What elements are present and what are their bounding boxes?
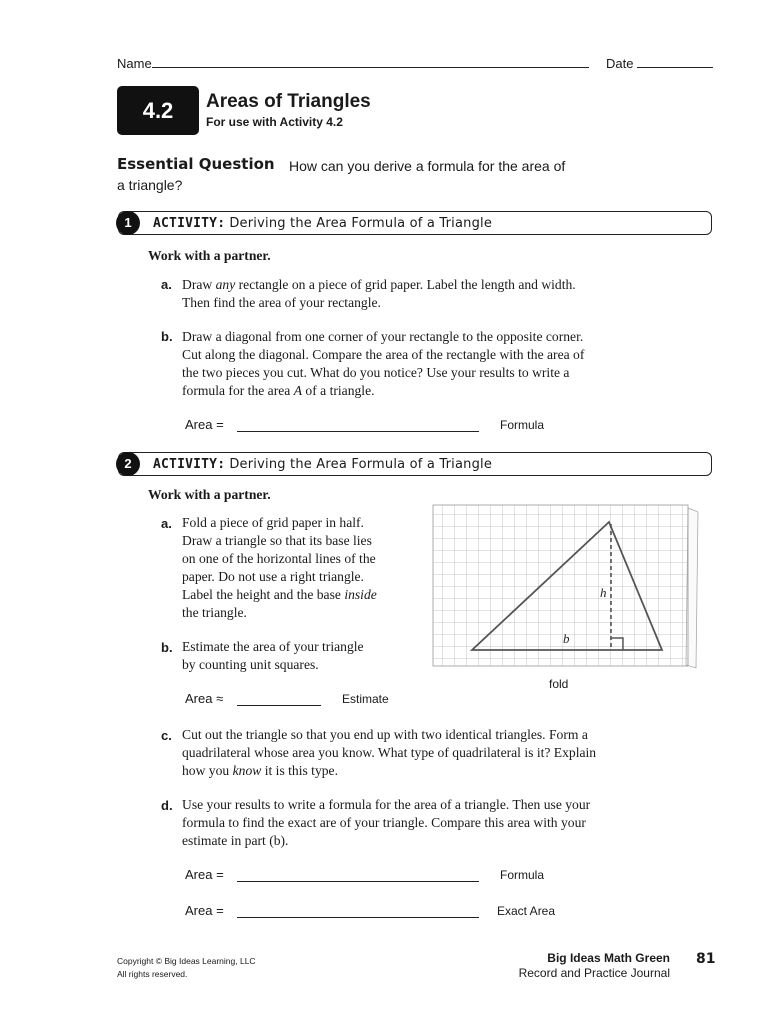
activity-2-exact-answer[interactable] [237,917,479,918]
activity-2-a-label: a. [161,516,172,531]
activity-2-a-text: Fold a piece of grid paper in half. Draw a triangle so that its base lies on one of the horizontal lines of the paper. Do not use a right triangle. Label the height and the base inside the triangle. [182,515,377,620]
activity-1-title [153,214,492,231]
grid-paper-figure [430,502,700,692]
base-label: b [563,631,570,646]
name-field[interactable] [152,55,589,68]
journal-title: Record and Practice Journal [518,966,670,980]
lesson-subtitle: For use with Activity 4.2 [206,115,343,129]
activity-1-b-label: b. [161,329,173,344]
activity-1-area-row [185,417,224,432]
essential-question-text: How can you derive a formula for the area of [289,158,566,174]
name-row [117,55,589,71]
page-number: 81 [696,951,716,967]
date-field[interactable] [637,55,713,68]
activity-2-estimate-note: Estimate [342,692,389,706]
grid-paper-svg [430,502,700,692]
activity-2-c-label: c. [161,728,172,743]
activity-2-title-text: Deriving the Area Formula of a Triangle [229,457,493,472]
activity-1-a-label: a. [161,277,172,292]
activity-2-d-label: d. [161,798,173,813]
activity-1-header [118,211,712,235]
activity-2-exact-label: Area = [185,903,224,918]
activity-1-prefix: ACTIVITY: [153,216,226,231]
activity-2-prefix: ACTIVITY: [153,457,226,472]
activity-2-c-text: Cut out the triangle so that you end up with two identical triangles. Form a quadrilateral whose area you know. What type of quadrilateral is it? Explain how you know it is this type. [182,727,597,778]
activity-2-formula-note: Formula [500,868,545,882]
book-title: Big Ideas Math Green [547,951,670,965]
date-row [606,55,713,71]
activity-1-a-text: Draw any rectangle on a piece of grid paper. Label the length and width. Then find the area of your rectangle. [182,277,576,310]
activity-2-formula-answer[interactable] [237,881,479,882]
activity-2-d-text: Use your results to write a formula for the area of a triangle. Then use your formula to find the exact are of your triangle. Compare this area with your estimate in part (b). [182,797,591,848]
activity-2-estimate-label: Area ≈ [185,691,224,706]
lesson-number-badge [117,86,199,135]
activity-2-exact-note: Exact Area [497,904,556,918]
copyright-block [117,955,256,981]
activity-2-b-label: b. [161,640,173,655]
activity-1-b-text: Draw a diagonal from one corner of your rectangle to the opposite corner. Cut along the diagonal. Compare the area of the rectangle with the area of the two pieces you cut. What do you notice? Use your results to write a formula for the area A of a triangle. [182,329,585,398]
name-label: Name [117,56,152,71]
lesson-number: 4.2 [142,98,174,123]
activity-1-title-text: Deriving the Area Formula of a Triangle [229,216,493,231]
area-label: Area = [185,417,224,432]
activity-2-header [118,452,712,476]
fold-label: fold [549,677,569,691]
date-label: Date [606,56,634,71]
activity-2-estimate-answer[interactable] [237,705,321,706]
activity-1-area-answer[interactable] [237,431,479,432]
activity-1-number: 1 [116,211,140,235]
rights-text: All rights reserved. [117,969,188,979]
activity-2-title [153,455,492,472]
essential-question-label: Essential Question [117,155,275,173]
activity-2-instruction: Work with a partner. [148,487,271,502]
activity-2-b-text: Estimate the area of your triangle by counting unit squares. [182,639,364,672]
grid-sheet [433,505,688,666]
essential-question-text-2: a triangle? [117,177,183,193]
activity-2-formula-label: Area = [185,867,224,882]
activity-2-number: 2 [116,452,140,476]
height-label: h [600,585,607,600]
lesson-title: Areas of Triangles [206,91,371,112]
activity-1-instruction: Work with a partner. [148,248,271,263]
activity-1-formula-note: Formula [500,418,545,432]
copyright-text: Copyright © Big Ideas Learning, LLC [117,956,256,966]
book-title-block [519,951,670,981]
